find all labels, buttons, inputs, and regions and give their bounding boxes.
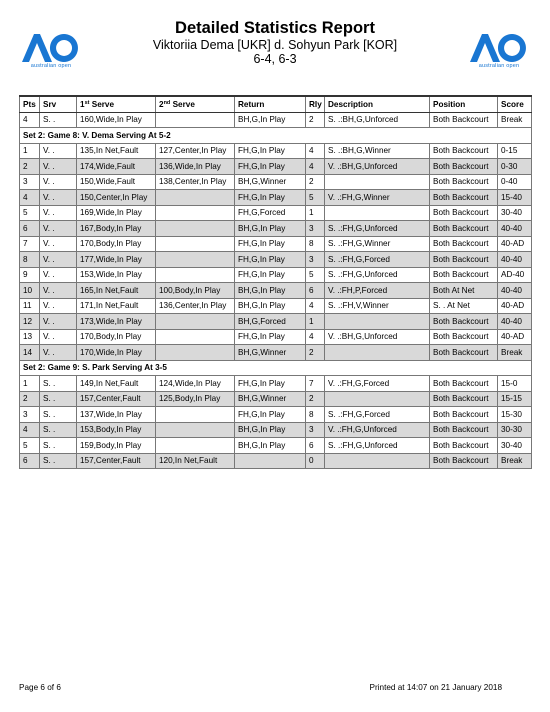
cell-return: BH,G,Winner <box>235 345 306 361</box>
table-row <box>20 422 532 438</box>
cell-pts: 3 <box>20 407 40 423</box>
section-header-row <box>20 128 532 144</box>
cell-pts: 4 <box>20 112 40 128</box>
col-rly: Rly <box>306 96 325 112</box>
table-row <box>20 174 532 190</box>
cell-score: Break <box>498 345 532 361</box>
cell-first-serve: 173,Wide,In Play <box>77 314 156 330</box>
cell-return: FH,G,In Play <box>235 329 306 345</box>
col-position: Position <box>430 96 498 112</box>
cell-return: BH,G,In Play <box>235 298 306 314</box>
cell-srv: V. . <box>40 143 77 159</box>
cell-return: FH,G,In Play <box>235 267 306 283</box>
section-title: Set 2: Game 8: V. Dema Serving At 5-2 <box>20 128 532 144</box>
cell-score: 15-30 <box>498 407 532 423</box>
cell-second-serve <box>156 252 235 268</box>
cell-first-serve: 153,Wide,In Play <box>77 267 156 283</box>
cell-second-serve <box>156 407 235 423</box>
cell-second-serve <box>156 236 235 252</box>
cell-second-serve <box>156 345 235 361</box>
section-title: Set 2: Game 9: S. Park Serving At 3-5 <box>20 360 532 376</box>
cell-rly: 2 <box>306 174 325 190</box>
cell-pts: 13 <box>20 329 40 345</box>
cell-description: S. .:FH,G,Forced <box>325 252 430 268</box>
cell-first-serve: 149,In Net,Fault <box>77 376 156 392</box>
cell-description <box>325 314 430 330</box>
cell-second-serve <box>156 329 235 345</box>
cell-pts: 10 <box>20 283 40 299</box>
table-row <box>20 221 532 237</box>
cell-position: Both Backcourt <box>430 376 498 392</box>
cell-score: 15-40 <box>498 190 532 206</box>
cell-description <box>325 345 430 361</box>
cell-description: S. .:FH,G,Winner <box>325 236 430 252</box>
table-row <box>20 190 532 206</box>
cell-return: FH,G,In Play <box>235 190 306 206</box>
cell-score: 0-40 <box>498 174 532 190</box>
cell-description: V. .:FH,G,Winner <box>325 190 430 206</box>
cell-score: 30-40 <box>498 205 532 221</box>
cell-pts: 7 <box>20 236 40 252</box>
cell-return: BH,G,Forced <box>235 314 306 330</box>
cell-return: FH,G,In Play <box>235 236 306 252</box>
cell-srv: V. . <box>40 329 77 345</box>
match-players: Viktoriia Dema [UKR] d. Sohyun Park [KOR] <box>152 38 398 52</box>
cell-position: Both Backcourt <box>430 391 498 407</box>
cell-pts: 2 <box>20 159 40 175</box>
table-row <box>20 407 532 423</box>
cell-description: V. .:FH,G,Forced <box>325 376 430 392</box>
cell-position: Both Backcourt <box>430 345 498 361</box>
cell-description <box>325 453 430 469</box>
cell-rly: 8 <box>306 236 325 252</box>
col-pts: Pts <box>20 96 40 112</box>
cell-rly: 4 <box>306 159 325 175</box>
cell-score: 40-40 <box>498 221 532 237</box>
cell-second-serve: 124,Wide,In Play <box>156 376 235 392</box>
cell-pts: 8 <box>20 252 40 268</box>
section-header-row <box>20 360 532 376</box>
cell-rly: 8 <box>306 407 325 423</box>
col-score: Score <box>498 96 532 112</box>
cell-second-serve: 127,Center,In Play <box>156 143 235 159</box>
col-description: Description <box>325 96 430 112</box>
cell-srv: S. . <box>40 422 77 438</box>
cell-pts: 1 <box>20 376 40 392</box>
table-row <box>20 236 532 252</box>
cell-pts: 5 <box>20 205 40 221</box>
cell-return <box>235 453 306 469</box>
cell-score: AD-40 <box>498 267 532 283</box>
cell-first-serve: 150,Center,In Play <box>77 190 156 206</box>
cell-first-serve: 159,Body,In Play <box>77 438 156 454</box>
cell-rly: 4 <box>306 143 325 159</box>
cell-srv: V. . <box>40 221 77 237</box>
cell-rly: 1 <box>306 314 325 330</box>
table-row <box>20 252 532 268</box>
cell-score: 40-40 <box>498 283 532 299</box>
cell-position: Both Backcourt <box>430 190 498 206</box>
cell-score: 30-30 <box>498 422 532 438</box>
cell-description: S. .:BH,G,Unforced <box>325 112 430 128</box>
cell-srv: V. . <box>40 205 77 221</box>
cell-srv: S. . <box>40 407 77 423</box>
col-first-serve: 1st Serve <box>77 96 156 112</box>
cell-return: FH,G,In Play <box>235 159 306 175</box>
cell-pts: 2 <box>20 391 40 407</box>
cell-score: 15-15 <box>498 391 532 407</box>
cell-rly: 2 <box>306 112 325 128</box>
cell-second-serve: 120,In Net,Fault <box>156 453 235 469</box>
cell-position: Both Backcourt <box>430 267 498 283</box>
cell-position: Both Backcourt <box>430 174 498 190</box>
cell-description <box>325 205 430 221</box>
cell-second-serve: 138,Center,In Play <box>156 174 235 190</box>
col-second-serve: 2nd Serve <box>156 96 235 112</box>
table-row <box>20 376 532 392</box>
cell-srv: V. . <box>40 190 77 206</box>
cell-description: S. .:FH,G,Unforced <box>325 438 430 454</box>
cell-rly: 6 <box>306 283 325 299</box>
cell-description: V. .:BH,G,Unforced <box>325 159 430 175</box>
cell-srv: V. . <box>40 174 77 190</box>
cell-second-serve <box>156 221 235 237</box>
cell-score: 40-40 <box>498 252 532 268</box>
cell-second-serve <box>156 190 235 206</box>
cell-rly: 1 <box>306 205 325 221</box>
report-title: Detailed Statistics Report <box>175 19 375 37</box>
cell-first-serve: 135,In Net,Fault <box>77 143 156 159</box>
report-header <box>0 18 550 66</box>
cell-second-serve <box>156 112 235 128</box>
cell-return: BH,G,Winner <box>235 174 306 190</box>
cell-pts: 6 <box>20 221 40 237</box>
cell-description: V. .:FH,G,Unforced <box>325 422 430 438</box>
table-row <box>20 159 532 175</box>
cell-position: Both Backcourt <box>430 314 498 330</box>
cell-return: FH,G,Forced <box>235 205 306 221</box>
cell-description: S. .:FH,V,Winner <box>325 298 430 314</box>
printed-timestamp: Printed at 14:07 on 21 January 2018 <box>369 683 502 692</box>
cell-first-serve: 170,Body,In Play <box>77 236 156 252</box>
cell-pts: 6 <box>20 453 40 469</box>
table-row <box>20 267 532 283</box>
cell-first-serve: 174,Wide,Fault <box>77 159 156 175</box>
cell-first-serve: 171,In Net,Fault <box>77 298 156 314</box>
cell-description: S. .:FH,G,Unforced <box>325 267 430 283</box>
cell-srv: S. . <box>40 391 77 407</box>
cell-first-serve: 167,Body,In Play <box>77 221 156 237</box>
cell-position: Both Backcourt <box>430 143 498 159</box>
cell-rly: 2 <box>306 391 325 407</box>
cell-rly: 3 <box>306 422 325 438</box>
cell-position: S. . At Net <box>430 298 498 314</box>
cell-pts: 12 <box>20 314 40 330</box>
cell-score: 40-AD <box>498 298 532 314</box>
cell-position: Both Backcourt <box>430 453 498 469</box>
table-row <box>20 329 532 345</box>
cell-rly: 7 <box>306 376 325 392</box>
cell-first-serve: 137,Wide,In Play <box>77 407 156 423</box>
cell-rly: 6 <box>306 438 325 454</box>
cell-score: Break <box>498 112 532 128</box>
table-row <box>20 314 532 330</box>
cell-srv: V. . <box>40 314 77 330</box>
cell-srv: S. . <box>40 453 77 469</box>
cell-rly: 5 <box>306 267 325 283</box>
cell-second-serve <box>156 267 235 283</box>
col-srv: Srv <box>40 96 77 112</box>
cell-srv: V. . <box>40 283 77 299</box>
cell-first-serve: 153,Body,In Play <box>77 422 156 438</box>
cell-pts: 3 <box>20 174 40 190</box>
cell-second-serve: 136,Center,In Play <box>156 298 235 314</box>
table-row <box>20 205 532 221</box>
cell-pts: 5 <box>20 438 40 454</box>
cell-pts: 14 <box>20 345 40 361</box>
cell-description: S. .:FH,G,Unforced <box>325 221 430 237</box>
cell-rly: 5 <box>306 190 325 206</box>
table-row <box>20 345 532 361</box>
cell-second-serve: 125,Body,In Play <box>156 391 235 407</box>
cell-first-serve: 150,Wide,Fault <box>77 174 156 190</box>
cell-srv: S. . <box>40 438 77 454</box>
cell-position: Both Backcourt <box>430 252 498 268</box>
cell-pts: 4 <box>20 422 40 438</box>
cell-first-serve: 157,Center,Fault <box>77 391 156 407</box>
cell-return: FH,G,In Play <box>235 376 306 392</box>
cell-position: Both Backcourt <box>430 422 498 438</box>
table-row <box>20 143 532 159</box>
cell-second-serve <box>156 205 235 221</box>
cell-return: BH,G,In Play <box>235 283 306 299</box>
cell-rly: 0 <box>306 453 325 469</box>
cell-description <box>325 391 430 407</box>
cell-description: V. .:BH,G,Unforced <box>325 329 430 345</box>
cell-description: S. .:BH,G,Winner <box>325 143 430 159</box>
table-header-row <box>20 96 532 112</box>
cell-srv: V. . <box>40 252 77 268</box>
cell-return: FH,G,In Play <box>235 143 306 159</box>
cell-rly: 4 <box>306 298 325 314</box>
cell-position: Both Backcourt <box>430 438 498 454</box>
table-row <box>20 112 532 128</box>
cell-position: Both Backcourt <box>430 329 498 345</box>
cell-first-serve: 177,Wide,In Play <box>77 252 156 268</box>
cell-position: Both Backcourt <box>430 236 498 252</box>
cell-rly: 3 <box>306 252 325 268</box>
cell-score: 40-AD <box>498 329 532 345</box>
cell-score: 0-30 <box>498 159 532 175</box>
cell-return: FH,G,In Play <box>235 252 306 268</box>
cell-second-serve <box>156 438 235 454</box>
cell-rly: 3 <box>306 221 325 237</box>
cell-position: Both Backcourt <box>430 221 498 237</box>
cell-first-serve: 170,Wide,In Play <box>77 345 156 361</box>
cell-description: S. .:FH,G,Forced <box>325 407 430 423</box>
logo-caption: australian open <box>478 63 520 69</box>
cell-pts: 4 <box>20 190 40 206</box>
cell-srv: V. . <box>40 267 77 283</box>
cell-srv: V. . <box>40 159 77 175</box>
cell-score: 15-0 <box>498 376 532 392</box>
table-row <box>20 453 532 469</box>
cell-score: 30-40 <box>498 438 532 454</box>
table-row <box>20 391 532 407</box>
cell-description: V. .:FH,P,Forced <box>325 283 430 299</box>
cell-first-serve: 165,In Net,Fault <box>77 283 156 299</box>
cell-score: 40-40 <box>498 314 532 330</box>
cell-return: BH,G,In Play <box>235 438 306 454</box>
cell-first-serve: 160,Wide,In Play <box>77 112 156 128</box>
table-row <box>20 438 532 454</box>
cell-second-serve <box>156 422 235 438</box>
cell-srv: S. . <box>40 112 77 128</box>
cell-description <box>325 174 430 190</box>
table-row <box>20 298 532 314</box>
cell-position: Both At Net <box>430 283 498 299</box>
cell-rly: 4 <box>306 329 325 345</box>
cell-return: BH,G,In Play <box>235 422 306 438</box>
cell-srv: S. . <box>40 376 77 392</box>
statistics-table <box>19 95 532 469</box>
cell-srv: V. . <box>40 236 77 252</box>
cell-score: 40-AD <box>498 236 532 252</box>
cell-score: 0-15 <box>498 143 532 159</box>
cell-position: Both Backcourt <box>430 205 498 221</box>
cell-return: BH,G,In Play <box>235 112 306 128</box>
cell-position: Both Backcourt <box>430 112 498 128</box>
cell-first-serve: 157,Center,Fault <box>77 453 156 469</box>
cell-return: FH,G,In Play <box>235 407 306 423</box>
cell-position: Both Backcourt <box>430 407 498 423</box>
cell-position: Both Backcourt <box>430 159 498 175</box>
cell-second-serve <box>156 314 235 330</box>
table-row <box>20 283 532 299</box>
cell-return: BH,G,In Play <box>235 221 306 237</box>
cell-first-serve: 170,Body,In Play <box>77 329 156 345</box>
match-score: 6-4, 6-3 <box>253 52 297 66</box>
col-return: Return <box>235 96 306 112</box>
cell-score: Break <box>498 453 532 469</box>
cell-srv: V. . <box>40 298 77 314</box>
cell-pts: 1 <box>20 143 40 159</box>
cell-first-serve: 169,Wide,In Play <box>77 205 156 221</box>
cell-srv: V. . <box>40 345 77 361</box>
cell-return: BH,G,Winner <box>235 391 306 407</box>
cell-pts: 11 <box>20 298 40 314</box>
cell-second-serve: 136,Wide,In Play <box>156 159 235 175</box>
logo-caption: australian open <box>30 63 72 69</box>
cell-second-serve: 100,Body,In Play <box>156 283 235 299</box>
cell-rly: 2 <box>306 345 325 361</box>
page-number: Page 6 of 6 <box>19 683 61 692</box>
cell-pts: 9 <box>20 267 40 283</box>
